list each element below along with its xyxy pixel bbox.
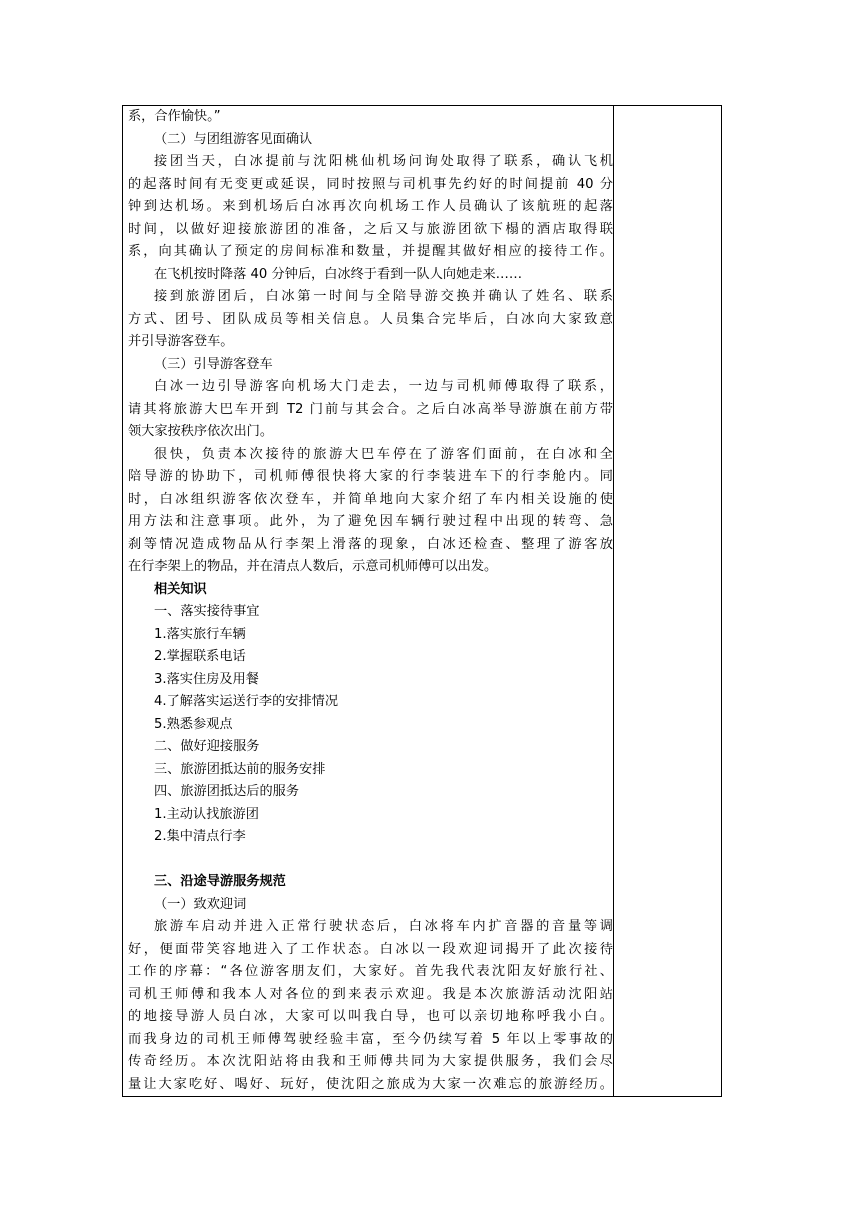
text-line: 白冰一边引导游客向机场大门走去，一边与司机师傅取得了联系， (154, 379, 613, 394)
text-line: 四、旅游团抵达后的服务 (154, 784, 300, 799)
section-heading: 三、沿途导游服务规范 (154, 874, 286, 889)
text-line: 请其将旅游大巴车开到 T2 门前与其会合。之后白冰高举导游旗在前方带 (128, 401, 613, 417)
text-line: 很快，负责本次接待的旅游大巴车停在了游客们面前，在白冰和全 (154, 446, 613, 462)
text-line: 时，白冰组织游客依次登车，并简单地向大家介绍了车内相关设施的使 (128, 491, 613, 507)
text-line: 接团当天，白冰提前与沈阳桃仙机场问询处取得了联系，确认飞机 (154, 154, 613, 169)
text-line: 量让大家吃好、喝好、玩好，使沈阳之旅成为大家一次难忘的旅游经历。 (128, 1076, 613, 1092)
text-line: 用方法和注意事项。此外，为了避免因车辆行驶过程中出现的转弯、急 (128, 514, 613, 529)
text-line: 刹等情况造成物品从行李架上滑落的现象，白冰还检查、整理了游客放 (128, 536, 613, 552)
text-line: 钟到达机场。来到机场后白冰再次向机场工作人员确认了该航班的起落 (128, 199, 613, 214)
text-line: 3.落实住房及用餐 (154, 671, 259, 687)
text-line: 传奇经历。本次沈阳站将由我和王师傅共同为大家提供服务，我们会尽 (128, 1054, 613, 1069)
text-line: 一、落实接待事宜 (154, 604, 260, 619)
text-line: 陪导游的协助下，司机师傅很快将大家的行李装进车下的行李舱内。同 (128, 469, 613, 484)
text-line: 好，便面带笑容地进入了工作状态。白冰以一段欢迎词揭开了此次接待 (128, 941, 613, 957)
text-line: 的地接导游人员白冰，大家可以叫我白导，也可以亲切地称呼我小白。 (128, 1009, 613, 1024)
side-cell (614, 106, 721, 1096)
text-line: 的起落时间有无变更或延误，同时按照与司机事先约好的时间提前 40 分 (128, 176, 613, 192)
text-line: 而我身边的司机王师傅驾驶经验丰富，至今仍续写着 5 年以上零事故的 (128, 1031, 613, 1047)
text-line: 领大家按秩序依次出门。 (128, 424, 274, 439)
text-line: 2.集中清点行李 (154, 829, 246, 844)
text-line: 工作的序幕：“各位游客朋友们，大家好。首先我代表沈阳友好旅行社、 (128, 964, 613, 979)
content-cell (123, 106, 614, 1096)
text-line: 时间，以做好迎接旅游团的准备，之后又与旅游团欲下榻的酒店取得联 (128, 221, 613, 237)
document-body (128, 106, 613, 1096)
document-table (122, 105, 722, 1097)
text-line: 2.掌握联系电话 (154, 649, 246, 664)
text-line (128, 849, 613, 872)
section-heading: 相关知识 (154, 581, 207, 597)
text-line: 系，合作愉快。” (128, 109, 221, 124)
text-line: 5.熟悉参观点 (154, 716, 233, 732)
text-line: （三）引导游客登车 (154, 356, 273, 372)
text-line: 在行李架上的物品，并在清点人数后，示意司机师傅可以出发。 (128, 559, 498, 574)
text-line: 旅游车启动并进入正常行驶状态后，白冰将车内扩音器的音量等调 (154, 919, 613, 934)
text-line: 并引导游客登车。 (128, 334, 234, 349)
text-line: （二）与团组游客见面确认 (154, 131, 313, 147)
text-line: （一）致欢迎词 (154, 896, 247, 912)
text-line: 二、做好迎接服务 (154, 739, 260, 754)
text-line: 在飞机按时降落 40 分钟后，白冰终于看到一队人向她走来…… (154, 266, 523, 282)
text-line: 三、旅游团抵达前的服务安排 (154, 761, 326, 777)
text-line: 方式、团号、团队成员等相关信息。人员集合完毕后，白冰向大家致意 (128, 311, 613, 327)
text-line: 司机王师傅和我本人对各位的到来表示欢迎。我是本次旅游活动沈阳站 (128, 986, 613, 1002)
text-line: 4.了解落实运送行李的安排情况 (154, 694, 339, 709)
text-line: 1.主动认找旅游团 (154, 806, 259, 822)
text-line: 接到旅游团后，白冰第一时间与全陪导游交换并确认了姓名、联系 (154, 289, 613, 304)
text-line: 1.落实旅行车辆 (154, 626, 246, 642)
text-line: 系，向其确认了预定的房间标准和数量，并提醒其做好相应的接待工作。 (128, 244, 613, 259)
